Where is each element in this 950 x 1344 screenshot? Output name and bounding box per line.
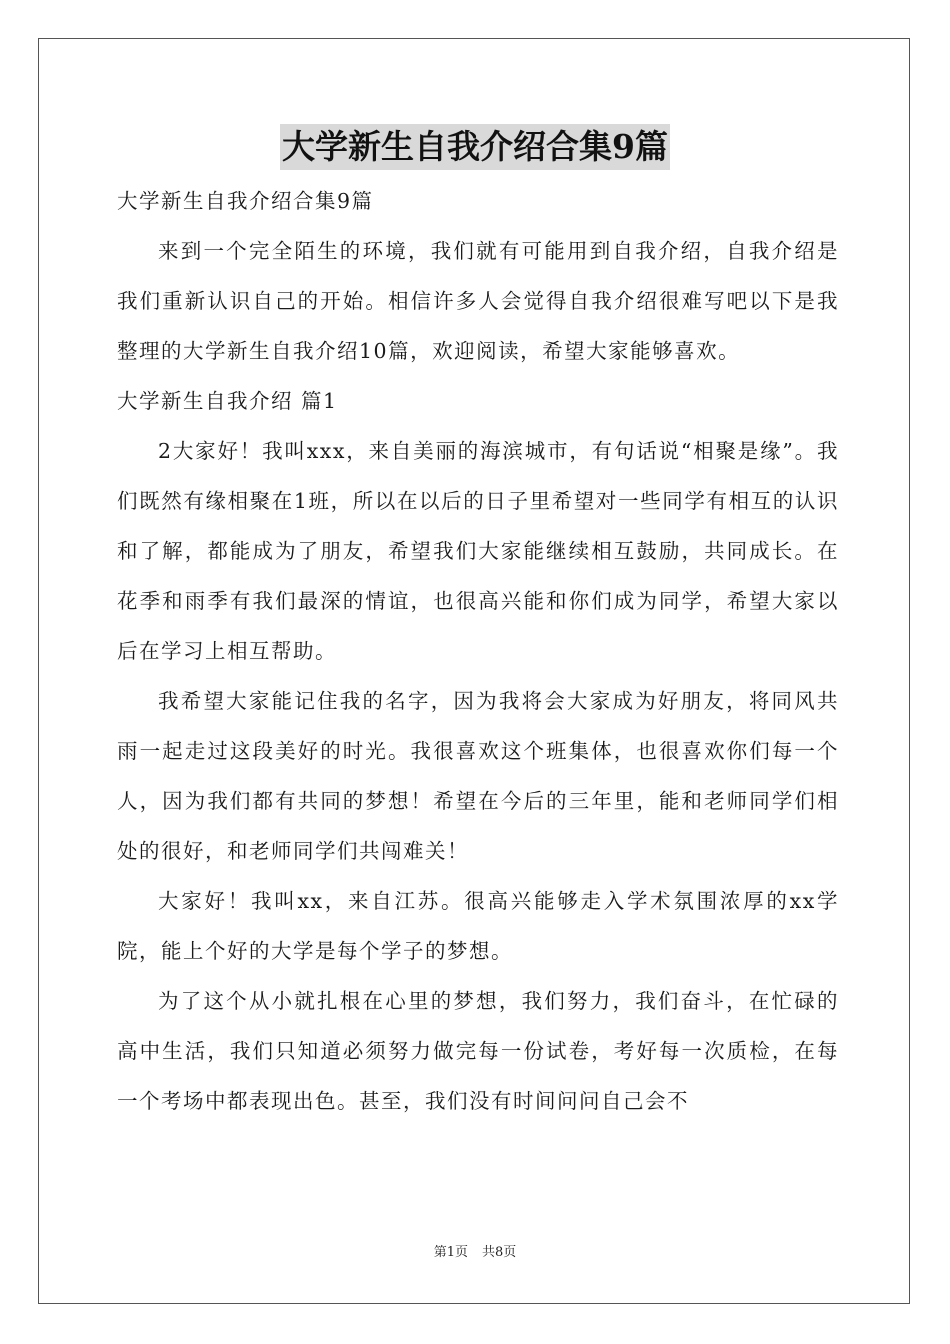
paragraph: 大学新生自我介绍合集9篇: [117, 189, 374, 213]
section-heading: 大学新生自我介绍 篇1: [117, 389, 338, 413]
title-area: [0, 124, 950, 170]
paragraph: 我希望大家能记住我的名字，因为我将会大家成为好朋友，将同风共雨一起走过这段美好的时光。我很喜欢这个班集体，也很喜欢你们每一个人，因为我们都有共同的梦想！希望在今后的三年里，能和老师同学们相处的很好，和老师同学们共闯难关！: [117, 689, 839, 863]
page-number: 第1页: [433, 1245, 468, 1260]
paragraph: 大家好！我叫xx，来自江苏。很高兴能够走入学术氛围浓厚的xx学院，能上个好的大学是每个学子的梦想。: [117, 889, 839, 963]
page-footer: [0, 1244, 950, 1262]
paragraph: 为了这个从小就扎根在心里的梦想，我们努力，我们奋斗，在忙碌的高中生活，我们只知道必须努力做完每一份试卷，考好每一次质检，在每一个考场中都表现出色。甚至，我们没有时间问问自己会不: [117, 989, 839, 1113]
paragraph: 2大家好！我叫xxx，来自美丽的海滨城市，有句话说“相聚是缘”。我们既然有缘相聚在1班，所以在以后的日子里希望对一些同学有相互的认识和了解，都能成为了朋友，希望我们大家能继续相互鼓励，共同成长。在花季和雨季有我们最深的情谊，也很高兴能和你们成为同学，希望大家以后在学习上相互帮助。: [117, 439, 839, 663]
document-body: [117, 176, 839, 1126]
page-total: 共8页: [482, 1245, 517, 1260]
document-title: 大学新生自我介绍合集9篇: [280, 124, 670, 170]
paragraph: 来到一个完全陌生的环境，我们就有可能用到自我介绍，自我介绍是我们重新认识自己的开始。相信许多人会觉得自我介绍很难写吧以下是我整理的大学新生自我介绍10篇，欢迎阅读，希望大家能够喜欢。: [117, 239, 839, 363]
